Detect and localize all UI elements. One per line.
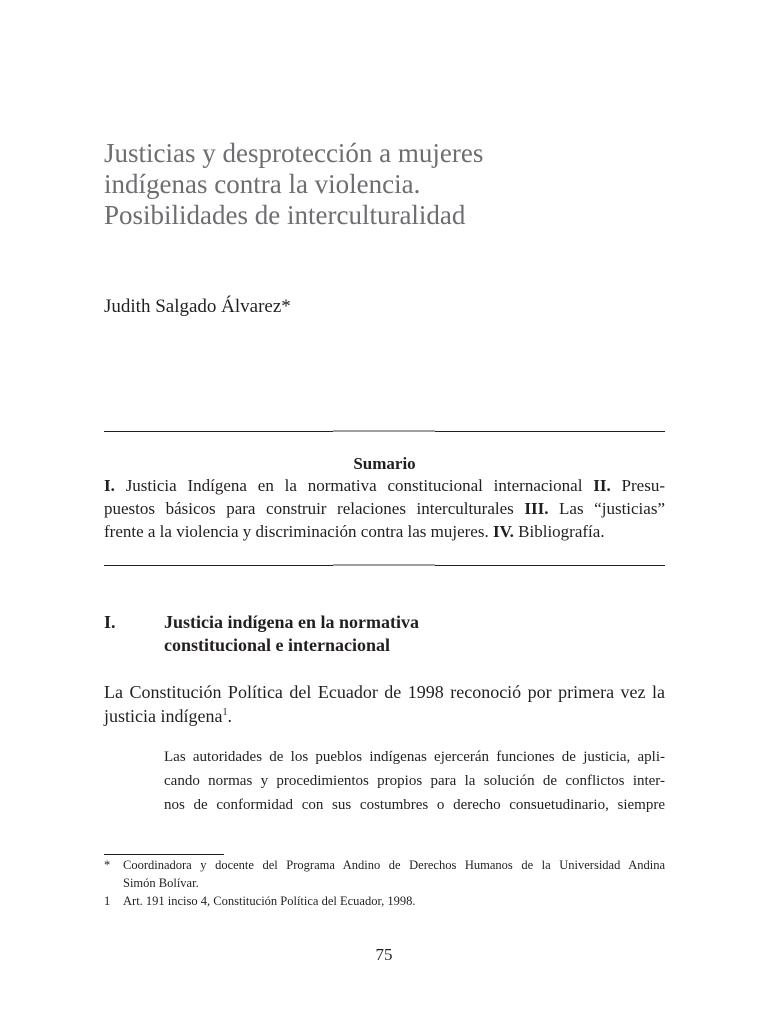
summary-line-3: frente a la violencia y discriminación contra las mujeres. IV. Bibliografía. — [104, 522, 605, 541]
chapter-title-line-1: Justicias y desprotección a mujeres — [104, 138, 484, 168]
block-quote — [164, 745, 665, 817]
summary-top-rule-accent — [333, 430, 435, 432]
body-paragraph — [104, 680, 665, 728]
footnote-line: Simón Bolívar. — [123, 876, 199, 890]
chapter-title — [104, 138, 664, 231]
summary-item-number: IV. — [492, 522, 514, 541]
summary-item-number: I. — [104, 476, 115, 495]
footnote-author — [104, 856, 665, 892]
summary-bottom-rule-accent — [333, 564, 435, 566]
section-title-line-1: Justicia indígena en la normativa — [164, 612, 420, 632]
section-title — [164, 611, 584, 657]
summary-body — [104, 474, 665, 543]
footnote-reference[interactable]: 1 — [222, 707, 228, 718]
summary-item-number: II. — [593, 476, 611, 495]
chapter-title-line-3: Posibilidades de interculturalidad — [104, 200, 466, 230]
summary-item-number: III. — [524, 499, 549, 518]
summary-line-1: I. Justicia Indígena en la normativa constitucional internacional II. Presu- — [104, 476, 665, 495]
footnote-mark: 1 — [104, 894, 111, 908]
section-title-line-2: constitucional e internacional — [164, 635, 390, 655]
author-name: Judith Salgado Álvarez* — [104, 296, 291, 317]
page-number: 75 — [375, 945, 393, 964]
footnote-mark: * — [104, 858, 111, 872]
footnote-separator — [104, 854, 224, 855]
footnote-line: Coordinadora y docente del Programa Andino de Derechos Humanos de la Universidad Andina — [123, 858, 665, 872]
summary-heading: Sumario — [353, 454, 416, 473]
body-line-2: justicia indígena$^1$. — [104, 706, 232, 726]
chapter-title-line-2: indígenas contra la violencia. — [104, 169, 421, 199]
section-number: I. — [104, 612, 116, 632]
quote-line-2: cando normas y procedimientos propios para la solución de conflictos inter- — [164, 773, 665, 789]
quote-line-3: nos de conformidad con sus costumbres o derecho consuetudinario, siempre — [164, 797, 665, 813]
footnote-line: Art. 191 inciso 4, Constitución Política del Ecuador, 1998. — [123, 894, 416, 908]
body-line-1: La Constitución Política del Ecuador de 1998 reconoció por primera vez la — [104, 682, 665, 702]
footnote-1 — [104, 892, 665, 910]
quote-line-1: Las autoridades de los pueblos indígenas ejercerán funciones de justicia, apli- — [164, 749, 665, 765]
summary-line-2: puestos básicos para construir relaciones interculturales III. Las “justicias” — [104, 499, 665, 518]
